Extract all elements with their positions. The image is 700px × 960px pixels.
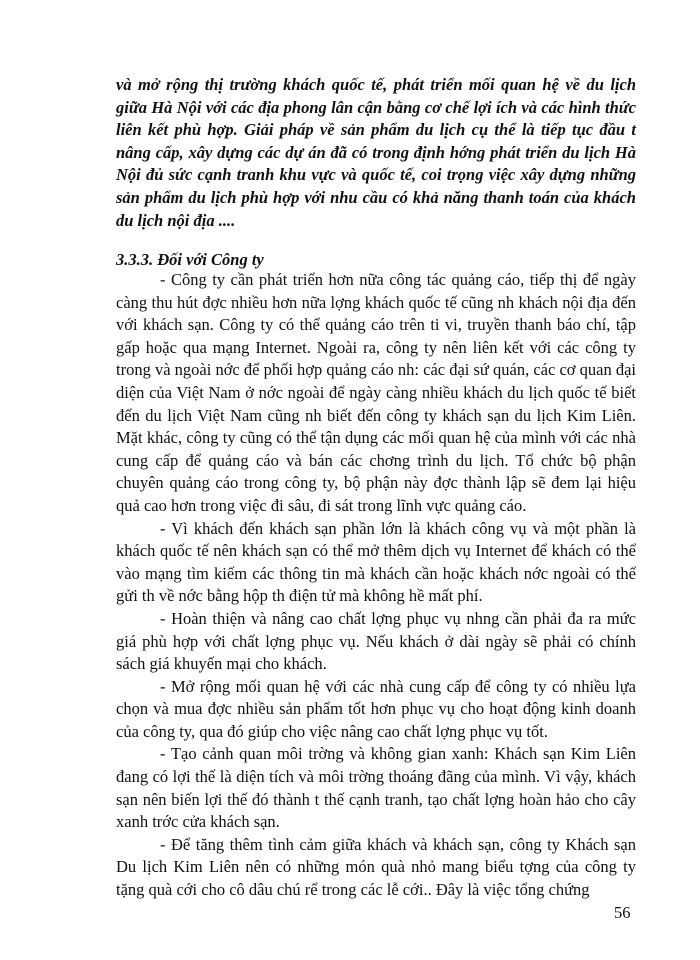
body-paragraph: - Mở rộng mối quan hệ với các nhà cung cấp để công ty có nhiều lựa chọn và mua đợc nhiều sản phẩm tốt hơn phục vụ cho hoạt động kinh doanh của công ty, qua đó giúp cho việc nâng cao chất lợng phục vụ tốt. [116, 676, 636, 741]
body-paragraph: - Tạo cảnh quan môi trờng và không gian xanh: Khách sạn Kim Liên đang có lợi thế là diện tích và môi trờng thoáng đãng của mình. Vì vậy, khách sạn nên biến lợi thế đó thành t thế cạnh tranh, tạo chất lợng hoàn hảo cho cây xanh trớc cửa khách sạn. [116, 744, 636, 832]
body-paragraph: - Hoàn thiện và nâng cao chất lợng phục vụ nhng cần phải đa ra mức giá phù hợp với chất lợng phục vụ. Nếu khách ở dài ngày sẽ phải có chính sách giá khuyến mại cho khách. [116, 608, 636, 674]
section-heading: 3.3.3. Đối với Công ty [116, 250, 264, 269]
section-body [116, 269, 636, 902]
intro-paragraph: và mở rộng thị trường khách quốc tế, phát triển mối quan hệ về du lịch giữa Hà Nội với các địa phong lân cận bằng cơ chế lợi ích và các hình thức liên kết phù hợp. Giải pháp về sản phẩm du lịch cụ thể là tiếp tục đầu t nâng cấp, xây dựng các dự án đã có trong định hớng phát triển du lịch Hà Nội đủ sức cạnh tranh khu vực và quốc tế, coi trọng việc xây dựng những sản phẩm du lịch phù hợp với nhu cầu có khả năng thanh toán của khách du lịch nội địa .... [116, 75, 636, 230]
body-paragraph: - Để tăng thêm tình cảm giữa khách và khách sạn, công ty Khách sạn Du lịch Kim Liên nên có những món quà nhỏ mang biểu tợng của công ty tặng quà cới cho cô dâu chú rể trong các lễ cới.. Đây là việc tổng chứng [116, 834, 636, 900]
body-paragraph: - Vì khách đến khách sạn phần lớn là khách công vụ và một phần là khách quốc tế nên khách sạn có thể mở thêm dịch vụ Internet để khách có thể vào mạng tìm kiếm các thông tin mà khách cần hoặc khách nớc ngoài có thể gửi th về nớc bằng hộp th điện tử mà không hề mất phí. [116, 518, 636, 606]
page-number: 56 [614, 903, 631, 922]
body-paragraph: - Công ty cần phát triển hơn nữa công tác quảng cáo, tiếp thị để ngày càng thu hút đợc nhiều hơn nữa lợng khách quốc tế cũng nh khách nội địa đến với khách sạn. Công ty có thể quảng cáo trên ti vi, truyền thanh báo chí, tập gấp hoặc qua mạng Internet. Ngoài ra, công ty nên liên kết với các công ty trong và ngoài nớc để phối hợp quảng cáo nh: các đại sứ quán, các cơ quan đại diện của Việt Nam ở nớc ngoài để ngày càng nhiều khách du lịch quốc tế biết đến du lịch Việt Nam cũng nh biết đến công ty khách sạn du lịch Kim Liên. Mặt khác, công ty cũng có thể tận dụng các mối quan hệ của mình với các nhà cung cấp để quảng cáo và bán các chơng trình du lịch. Tổ chức bộ phận chuyên quảng cáo trong công ty, bộ phận này đợc thành lập sẽ đem lại hiệu quả cao hơn trong việc đi sâu, đi sát trong lĩnh vực quảng cáo. [116, 270, 636, 515]
